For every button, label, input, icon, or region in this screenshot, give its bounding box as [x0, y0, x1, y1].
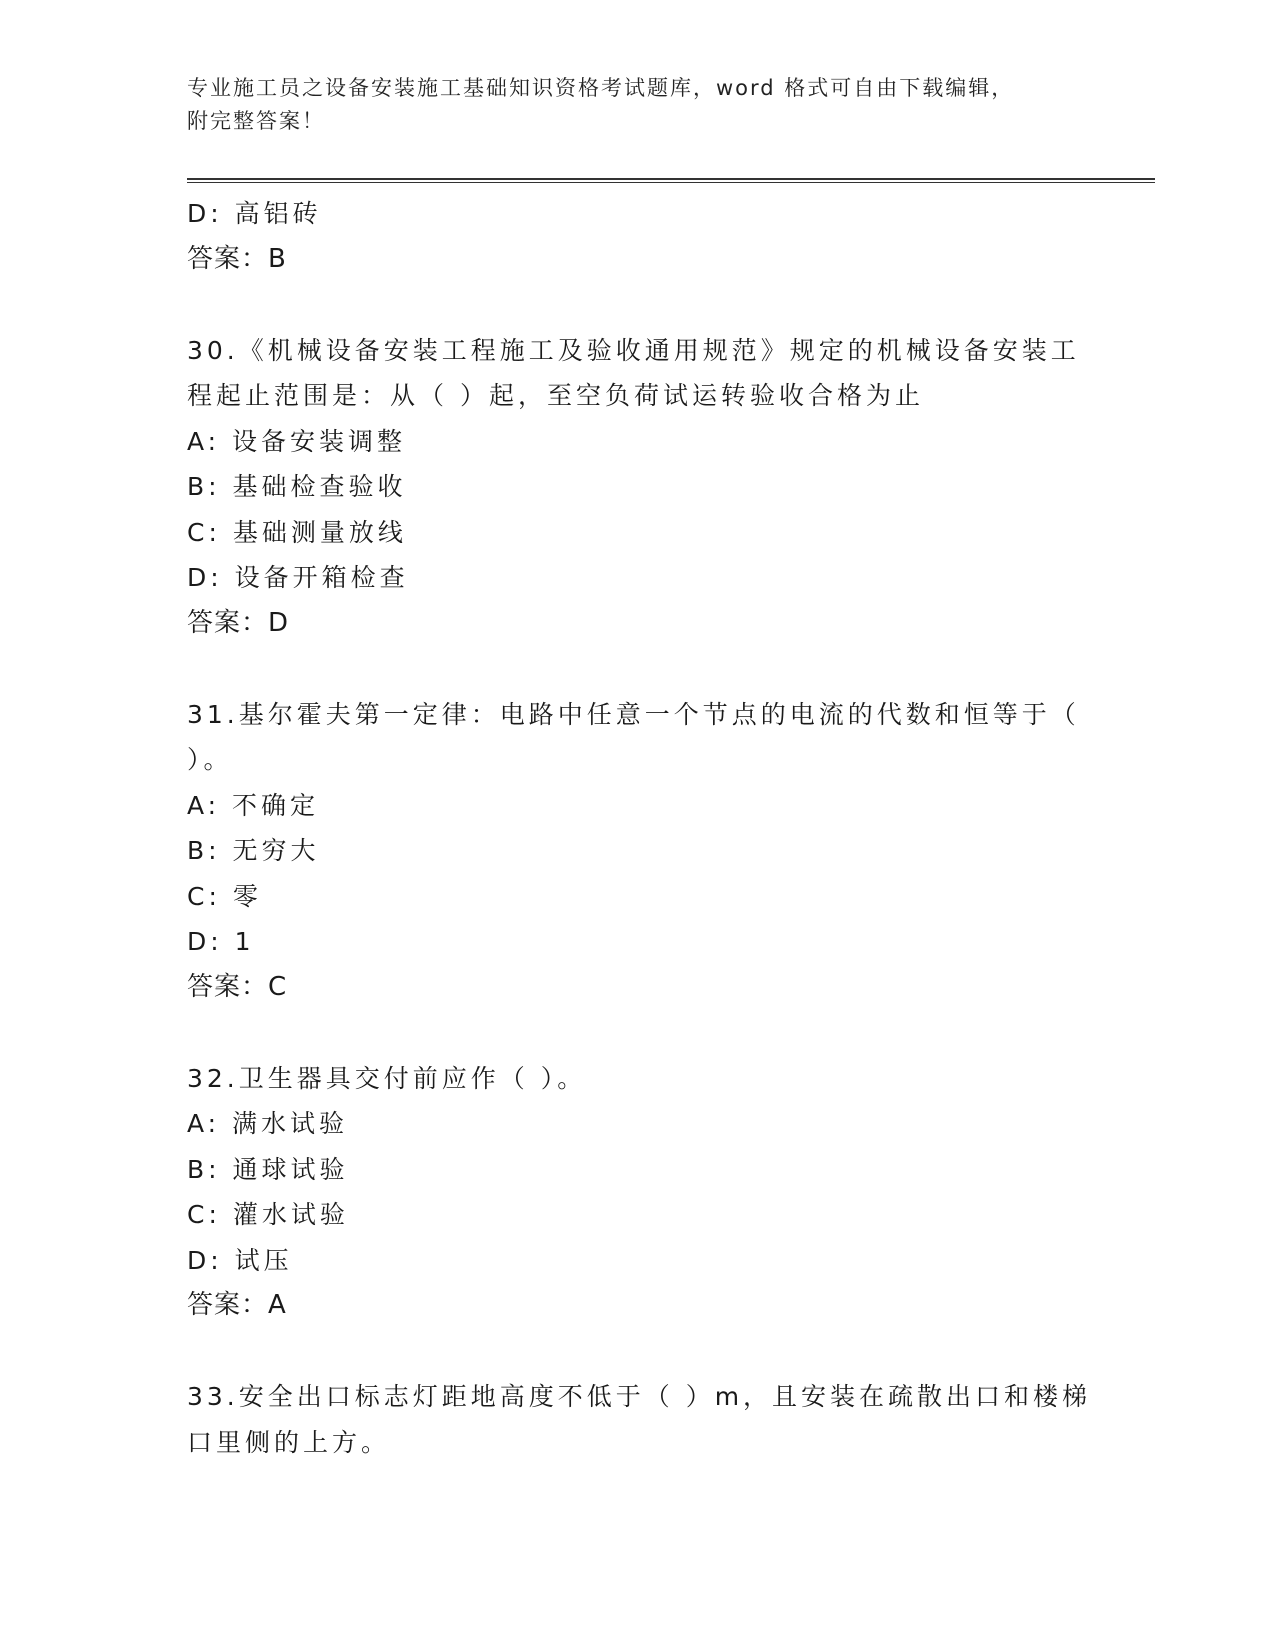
option-d: D: 1	[187, 927, 255, 956]
option-b: B: 基础检查验收	[187, 472, 407, 501]
option-a: A: 设备安装调整	[187, 426, 407, 456]
spacer	[187, 1329, 1087, 1375]
option-d: D: 高铝砖	[187, 199, 322, 228]
question-stem: 32.卫生器具交付前应作（ ）。	[187, 1063, 587, 1093]
option-a: A: 不确定	[187, 790, 320, 820]
question-30	[187, 328, 1087, 647]
question-stem: ）。	[187, 745, 233, 774]
option-c: C: 基础测量放线	[187, 517, 407, 547]
option-c: C: 零	[187, 881, 262, 911]
question-33	[187, 1374, 1092, 1465]
answer-line: 答案：A	[187, 1290, 287, 1320]
spacer	[187, 282, 1087, 328]
header-line-2: 附完整答案！	[187, 109, 325, 133]
answer-line: 答案：D	[187, 607, 290, 638]
option-a: A: 满水试验	[187, 1109, 349, 1138]
question-stem: 程起止范围是：从（ ）起，至空负荷试运转验收合格为止	[187, 381, 924, 410]
previous-question-tail	[187, 191, 1087, 282]
option-d: D: 试压	[187, 1245, 293, 1275]
option-b: B: 通球试验	[187, 1154, 349, 1184]
question-content	[187, 191, 1092, 1465]
spacer	[187, 646, 1087, 692]
question-31	[187, 692, 1087, 1011]
option-d: D: 设备开箱检查	[187, 563, 409, 592]
answer-line: 答案：B	[187, 243, 287, 274]
page-header	[187, 72, 1087, 138]
question-stem: 口里侧的上方。	[187, 1427, 391, 1457]
spacer	[187, 1010, 1087, 1056]
question-stem: 31.基尔霍夫第一定律：电路中任意一个节点的电流的代数和恒等于（	[187, 699, 1080, 729]
header-divider	[187, 178, 1155, 183]
answer-line: 答案：C	[187, 971, 288, 1002]
header-line-1: 专业施工员之设备安装施工基础知识资格考试题库，word 格式可自由下载编辑，	[187, 76, 1015, 100]
question-stem: 33.安全出口标志灯距地高度不低于（ ）m，且安装在疏散出口和楼梯	[187, 1382, 1092, 1411]
option-c: C: 灌水试验	[187, 1200, 349, 1229]
question-stem: 30.《机械设备安装工程施工及验收通用规范》规定的机械设备安装工	[187, 335, 1080, 365]
option-b: B: 无穷大	[187, 836, 320, 865]
question-32	[187, 1056, 1087, 1329]
